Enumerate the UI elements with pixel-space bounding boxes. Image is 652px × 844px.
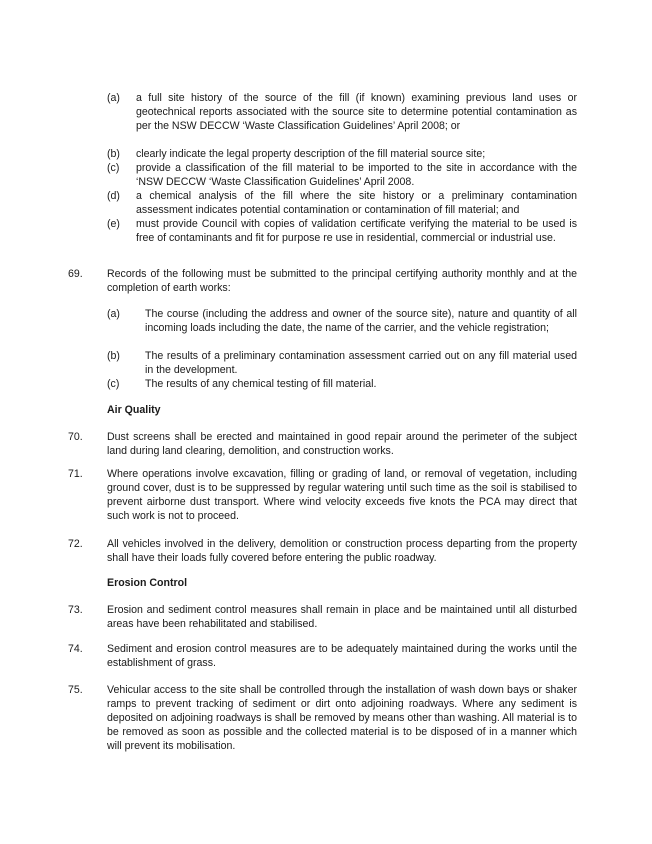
list-item-b (107, 147, 577, 161)
section-heading-erosion-control: Erosion Control (107, 577, 188, 589)
clause-number: 70. (68, 431, 83, 443)
list-item-label: (b) (107, 350, 120, 362)
clause-text: Records of the following must be submitted to the principal certifying authority monthly and at the completion of earth works: (107, 268, 577, 294)
clause-69 (68, 267, 577, 295)
list-item-text: The course (including the address and owner of the source site), nature and quantity of all incoming loads including the date, the name of the carrier, and the vehicle registration; (145, 308, 577, 334)
list-item-text: provide a classification of the fill material to be imported to the site in accordance with the ‘NSW DECCW ‘Waste Classification Guidelines’ April 2008. (136, 162, 577, 188)
clause-number: 69. (68, 268, 83, 280)
list-item-label: (d) (107, 190, 120, 202)
clause-71 (68, 467, 577, 523)
list-item-d (107, 189, 577, 217)
clause-number: 75. (68, 684, 83, 696)
clause-75 (68, 683, 577, 753)
list-item-e (107, 217, 577, 245)
list-69-item-b (107, 349, 577, 377)
clause-number: 71. (68, 468, 83, 480)
clause-text: Erosion and sediment control measures shall remain in place and be maintained until all disturbed areas have been rehabilitated and stabilised. (107, 604, 577, 630)
section-heading-air-quality: Air Quality (107, 404, 161, 416)
clause-text: Sediment and erosion control measures are to be adequately maintained during the works until the establishment of grass. (107, 643, 577, 669)
clause-text: Where operations involve excavation, filling or grading of land, or removal of vegetation, including ground cover, dust is to be suppressed by regular watering until such time as the soil is stabilised to prevent airborne dust transport. Where wind velocity exceeds five knots the PCA may direct that such work is not to proceed. (107, 468, 577, 522)
clause-74 (68, 642, 577, 670)
list-item-text: The results of any chemical testing of fill material. (145, 378, 377, 390)
clause-text: Dust screens shall be erected and maintained in good repair around the perimeter of the subject land during land clearing, demolition, and construction works. (107, 431, 577, 457)
list-item-text: clearly indicate the legal property description of the fill material source site; (136, 148, 486, 160)
clause-72 (68, 537, 577, 565)
list-item-text: a full site history of the source of the fill (if known) examining previous land uses or geotechnical reports associated with the source site to determine potential contamination as per the NSW DECCW ‘Waste Classification Guidelines’ April 2008; or (136, 92, 577, 132)
list-item-text: must provide Council with copies of validation certificate verifying the material to be used is free of contaminants and fit for purpose re use in residential, commercial or industrial use. (136, 218, 577, 244)
list-item-text: a chemical analysis of the fill where the site history or a preliminary contamination assessment indicates potential contamination or contamination of fill material; and (136, 190, 577, 216)
list-item-label: (c) (107, 162, 120, 174)
clause-70 (68, 430, 577, 458)
list-item-a (107, 91, 577, 133)
list-69-item-c (107, 377, 577, 391)
list-item-label: (e) (107, 218, 120, 230)
clause-number: 73. (68, 604, 83, 616)
list-item-label: (a) (107, 92, 120, 104)
list-item-c (107, 161, 577, 189)
clause-73 (68, 603, 577, 631)
clause-number: 74. (68, 643, 83, 655)
clause-text: Vehicular access to the site shall be controlled through the installation of wash down bays or shaker ramps to prevent tracking of sediment or dirt onto adjoining roadways. Where any sediment is deposited on adjoining roadways is shall be removed by means other than washing. All material is to be removed as soon as possible and the collected material is to be disposed of in a manner which will prevent its mobilisation. (107, 684, 577, 752)
list-item-label: (b) (107, 148, 120, 160)
list-item-label: (a) (107, 308, 120, 320)
clause-number: 72. (68, 538, 83, 550)
list-item-label: (c) (107, 378, 120, 390)
list-item-text: The results of a preliminary contamination assessment carried out on any fill material used in the development. (145, 350, 577, 376)
clause-text: All vehicles involved in the delivery, demolition or construction process departing from the property shall have their loads fully covered before entering the public roadway. (107, 538, 577, 564)
list-69-item-a (107, 307, 577, 335)
